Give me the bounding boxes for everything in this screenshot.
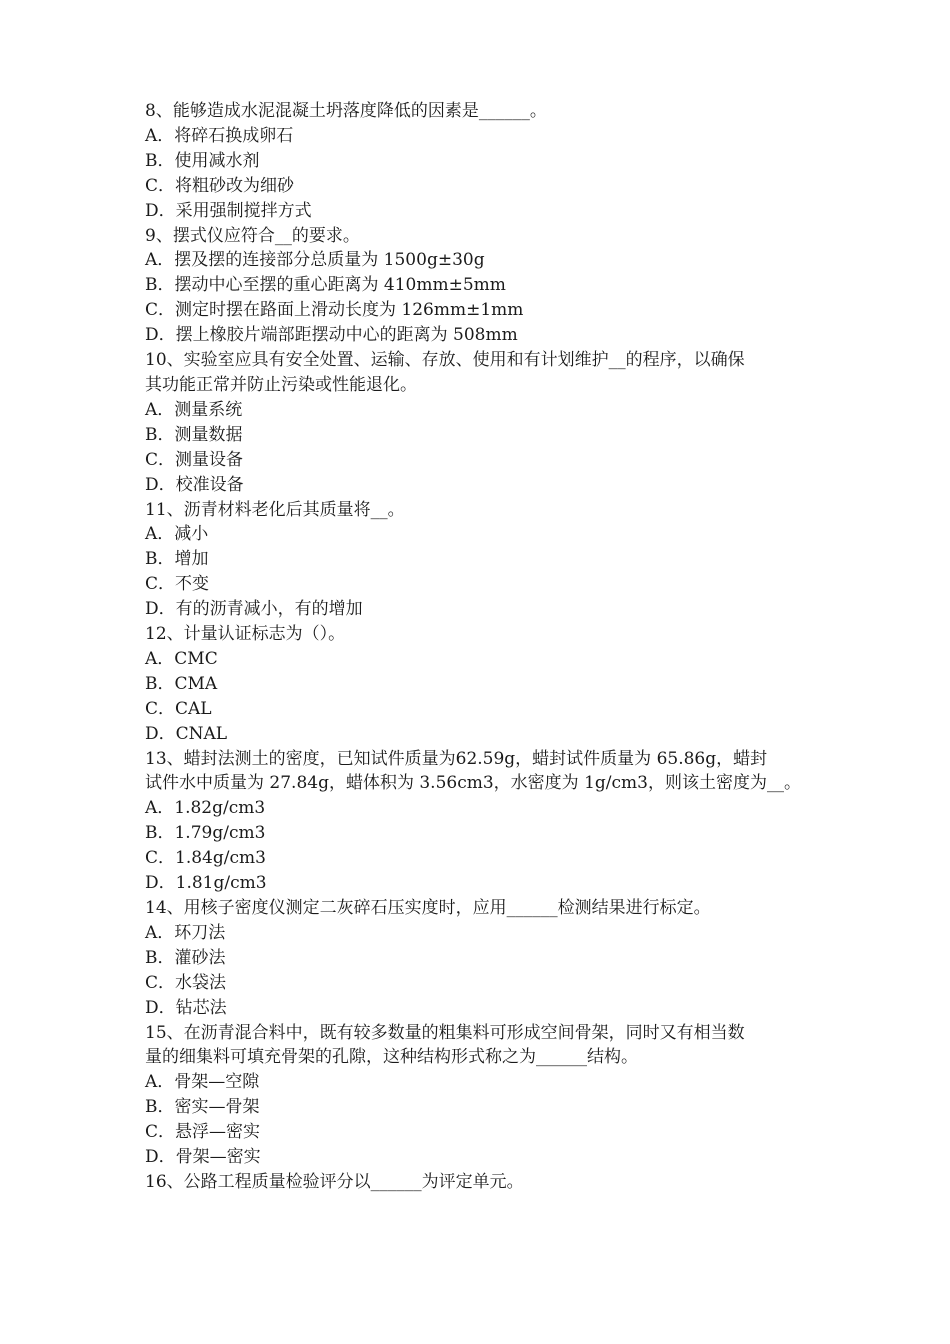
document-body [145,99,815,1195]
answer-option: D．钻芯法 [145,997,227,1018]
answer-option: A．1.82g/cm3 [145,798,266,819]
question-text: 12、计量认证标志为（）。 [145,624,346,645]
answer-option: B．测量数据 [145,424,243,445]
answer-option: A．摆及摆的连接部分总质量为 1500g±30g [145,250,485,271]
answer-option: C．1.84g/cm3 [145,848,266,869]
answer-option: C．测定时摆在路面上滑动长度为 126mm±1mm [145,300,524,321]
answer-option: D．CNAL [145,723,228,744]
answer-option: C．不变 [145,574,210,595]
answer-option: D．摆上橡胶片端部距摆动中心的距离为 508mm [145,325,518,346]
question-text: 试件水中质量为 27.84g，蜡体积为 3.56cm3，水密度为 1g/cm3，则该土密度为__。 [145,773,801,794]
question-text: 11、沥青材料老化后其质量将__。 [145,499,405,520]
answer-option: C．水袋法 [145,972,227,993]
answer-option: C．将粗砂改为细砂 [145,175,295,196]
question-text: 9、摆式仪应符合__的要求。 [145,225,360,246]
question-text: 15、在沥青混合料中，既有较多数量的粗集料可形成空间骨架，同时又有相当数 [145,1022,745,1043]
question-text: 8、能够造成水泥混凝土坍落度降低的因素是______。 [145,101,547,121]
question-text: 其功能正常并防止污染或性能退化。 [145,374,417,395]
answer-option: B．使用减水剂 [145,150,260,171]
answer-option: B．CMA [145,673,218,694]
question-text: 16、公路工程质量检验评分以______为评定单元。 [145,1171,524,1192]
question-block [145,498,815,623]
answer-option: D．采用强制搅拌方式 [145,200,312,221]
answer-option: D．骨架—密实 [145,1147,261,1168]
answer-option: B．灌砂法 [145,947,226,968]
answer-option: C．悬浮—密实 [145,1122,261,1143]
answer-option: B．增加 [145,549,209,570]
question-block [145,622,815,747]
question-block [145,348,815,497]
answer-option: C．测量设备 [145,449,244,470]
question-text: 量的细集料可填充骨架的孔隙，这种结构形式称之为______结构。 [145,1047,638,1068]
answer-option: D．1.81g/cm3 [145,873,267,894]
question-block [145,1021,815,1170]
question-text: 10、实验室应具有安全处置、运输、存放、使用和有计划维护__的程序，以确保 [145,350,745,371]
question-block [145,99,815,224]
answer-option: C．CAL [145,698,212,719]
question-block [145,747,815,896]
question-block [145,1170,815,1195]
question-text: 14、用核子密度仪测定二灰碎石压实度时，应用______检测结果进行标定。 [145,898,711,918]
answer-option: B．1.79g/cm3 [145,823,266,844]
answer-option: D．有的沥青减小，有的增加 [145,599,363,620]
answer-option: A．CMC [145,648,218,669]
question-text: 13、蜡封法测土的密度，已知试件质量为62.59g，蜡封试件质量为 65.86g，蜡封 [145,748,768,769]
answer-option: B．密实—骨架 [145,1097,260,1118]
answer-option: D．校准设备 [145,474,244,495]
answer-option: A．测量系统 [145,399,243,420]
answer-option: A．骨架—空隙 [145,1072,260,1093]
answer-option: A．环刀法 [145,922,226,943]
answer-option: A．将碎石换成卵石 [145,125,294,146]
question-block [145,224,815,349]
answer-option: B．摆动中心至摆的重心距离为 410mm±5mm [145,275,506,296]
answer-option: A．减小 [145,524,209,545]
question-block [145,896,815,1021]
